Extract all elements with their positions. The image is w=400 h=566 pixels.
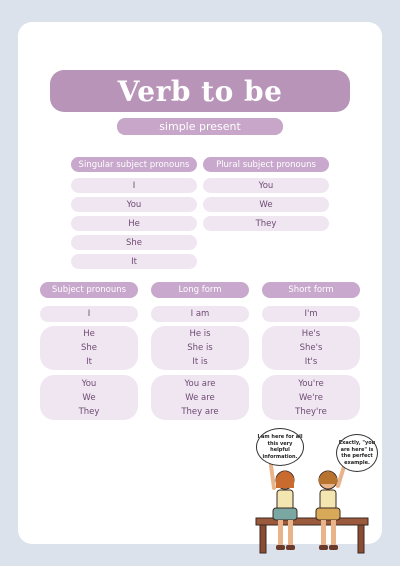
subject-pronoun-cell: I [40,306,138,322]
pronoun-text: You [81,378,97,389]
singular-pronoun: She [71,235,197,250]
page-subtitle: simple present [117,118,283,135]
short-form-cell: I'm [262,306,360,322]
long-form-header: Long form [151,282,249,298]
plural-pronoun: You [203,178,329,193]
pronoun-text: It [86,357,92,367]
long-form-text: He is [189,329,211,339]
subject-pronoun-group [40,375,138,420]
speech-bubble-left: I am here for all this very helpful information. [256,428,304,466]
singular-pronoun: You [71,197,197,212]
speech-bubble-right: Exactly, "you are here" is the perfect example. [336,434,378,472]
long-form-group [151,326,249,370]
short-form-text: You're [298,378,324,389]
long-form-text: You are [184,378,216,389]
plural-pronoun: They [203,216,329,231]
short-form-group [262,326,360,370]
subject-pronoun-group [40,326,138,370]
short-form-text: We're [298,392,323,403]
singular-pronoun: It [71,254,197,269]
subject-pronouns-header: Subject pronouns [40,282,138,298]
pronoun-text: They [78,406,100,417]
short-form-header: Short form [262,282,360,298]
plural-header: Plural subject pronouns [203,157,329,172]
pronoun-text: He [83,329,95,339]
page-title: Verb to be [50,70,350,112]
singular-header: Singular subject pronouns [71,157,197,172]
long-form-cell: I am [151,306,249,322]
students-illustration [250,424,382,556]
short-form-text: He's [301,329,321,339]
long-form-text: It is [192,357,208,367]
singular-pronoun: I [71,178,197,193]
short-form-text: She's [299,343,323,353]
pronoun-text: She [80,343,97,353]
pronoun-text: We [82,392,96,403]
plural-pronoun: We [203,197,329,212]
short-form-text: They're [295,406,327,417]
singular-pronoun: He [71,216,197,231]
short-form-text: It's [304,357,318,367]
long-form-text: She is [187,343,213,353]
long-form-text: They are [181,406,219,417]
long-form-text: We are [185,392,215,403]
short-form-group [262,375,360,420]
long-form-group [151,375,249,420]
